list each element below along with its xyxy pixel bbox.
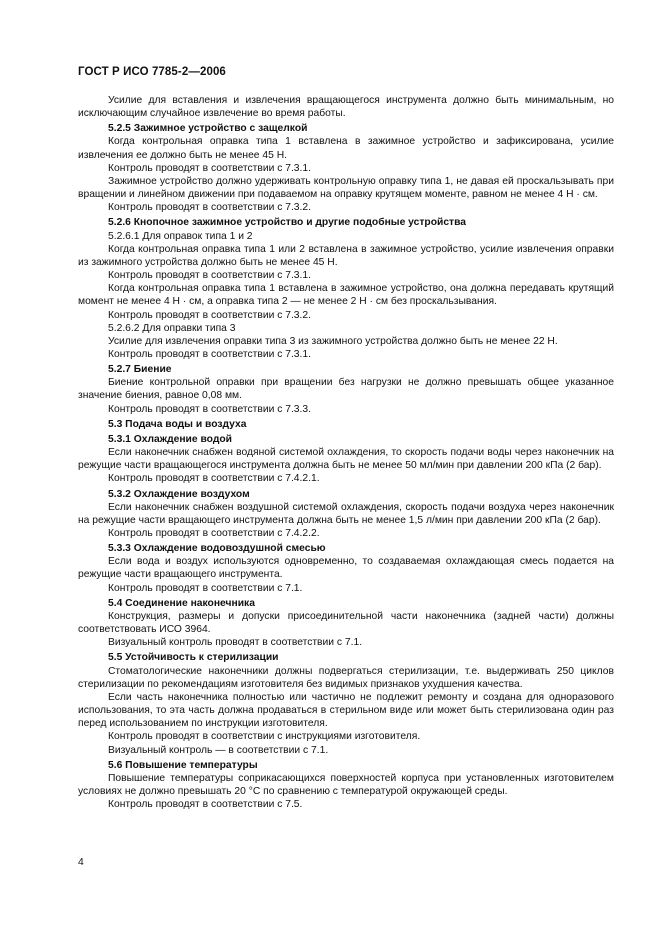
paragraph: Контроль проводят в соответствии с 7.5. (108, 799, 303, 811)
paragraph: Стоматологические наконечники должны подвергаться стерилизации, т.е. выдерживать 250 циклов стерилизации по рекомендациям изготовителя без видимых признаков ухудшения качества. (78, 665, 614, 690)
paragraph: Конструкция, размеры и допуски присоединительной части наконечника (задней части) должны соответствовать ИСО 3964. (78, 610, 614, 636)
section-heading: 5.2.6 Кнопочное зажимное устройство и другие подобные устройства (108, 217, 467, 229)
paragraph: Визуальный контроль проводят в соответствии с 7.1. (108, 637, 363, 649)
paragraph: Биение контрольной оправки при вращении без нагрузки не должно превышать общее указанное значение биения, равное 0,08 мм. (78, 377, 614, 402)
paragraph: Контроль проводят в соответствии с 7.4.2.2. (108, 528, 320, 539)
paragraph: Визуальный контроль — в соответствии с 7.1. (108, 744, 329, 756)
document-header: ГОСТ Р ИСО 7785-2—2006 (78, 66, 226, 78)
paragraph: 5.2.6.1 Для оправок типа 1 и 2 (108, 230, 253, 242)
paragraph: Когда контрольная оправка типа 1 вставлена в зажимное устройство и зафиксирована, усилие извлечения ее должно быть не менее 45 Н. (78, 136, 614, 161)
paragraph: Повышение температуры соприкасающихся поверхностей корпуса при установленных изготовителем условиях не должно превышать 20 °С по сравнению с температурой окружающей среды. (78, 772, 614, 797)
paragraph: Когда контрольная оправка типа 1 или 2 вставлена в зажимное устройство, усилие извлечения оправки из зажимного устройства должно быть не менее 45 Н. (78, 243, 614, 268)
paragraph: Если вода и воздух используются одновременно, то создаваемая охлаждающая смесь подается на режущие части вращающего инструмента. (78, 556, 614, 581)
paragraph: Контроль проводят в соответствии с 7.3.1. (108, 348, 311, 360)
paragraph: Контроль проводят в соответствии с инструкциями изготовителя. (108, 731, 421, 743)
paragraph: Усилие для вставления и извлечения вращающегося инструмента должно быть минимальным, но исключающим случайное извлечение во время работы. (78, 95, 614, 120)
paragraph: Если наконечник снабжен воздушной системой охлаждения, скорость подачи воздуха через наконечник на режущие части вращающего инструмента должна быть не менее 1,5 л/мин при давлении 200 кПа (2 бар). (78, 501, 614, 526)
paragraph: Контроль проводят в соответствии с 7.3.3. (108, 403, 311, 415)
section-heading: 5.3.2 Охлаждение воздухом (108, 488, 250, 500)
paragraph: Контроль проводят в соответствии с 7.1. (108, 582, 303, 594)
paragraph: Если наконечник снабжен водяной системой охлаждения, то скорость подачи воды через наконечник на режущие части вращающегося инструмента должна быть не менее 50 мл/мин при давлении 200 кПа (2 бар). (78, 447, 614, 472)
section-heading: 5.2.5 Зажимное устройство с защелкой (108, 123, 308, 135)
paragraph: Контроль проводят в соответствии с 7.3.1. (108, 162, 311, 174)
page-number: 4 (78, 857, 84, 868)
paragraph: Контроль проводят в соответствии с 7.3.1. (108, 270, 311, 282)
section-heading: 5.3.1 Охлаждение водой (108, 433, 232, 445)
paragraph: Усилие для извлечения оправки типа 3 из зажимного устройства должно быть не менее 22 Н. (108, 335, 558, 347)
paragraph: Контроль проводят в соответствии с 7.4.2.1. (108, 473, 320, 485)
paragraph: Контроль проводят в соответствии с 7.3.2. (108, 309, 311, 321)
section-heading: 5.5 Устойчивость к стерилизации (108, 652, 279, 664)
paragraph: Контроль проводят в соответствии с 7.3.2. (108, 202, 311, 214)
section-heading: 5.4 Соединение наконечника (108, 597, 255, 609)
section-heading: 5.3 Подача воды и воздуха (108, 418, 247, 430)
paragraph: Когда контрольная оправка типа 1 вставлена в зажимное устройство, она должна передавать крутящий момент не менее 4 Н · см, а оправка типа 2 — не менее 2 Н · см без проскальзывания. (78, 283, 614, 308)
section-heading: 5.2.7 Биение (108, 364, 172, 376)
paragraph: Если часть наконечника полностью или частично не подлежит ремонту и создана для одноразового использования, то эта часть должна продаваться в стерильном виде или может быть стерилизована один раз перед использованием по инструкции изготовителя. (78, 691, 614, 730)
paragraph: 5.2.6.2 Для оправки типа 3 (108, 322, 236, 334)
section-heading: 5.3.3 Охлаждение водовоздушной смесью (108, 543, 326, 555)
section-heading: 5.6 Повышение температуры (108, 759, 258, 771)
paragraph: Зажимное устройство должно удерживать контрольную оправку типа 1, не давая ей проскальзывать при вращении и линейном движении при подаваемом на оправку крутящем моменте, равном не менее 4 Н · см. (78, 175, 614, 201)
document-body (78, 94, 614, 811)
